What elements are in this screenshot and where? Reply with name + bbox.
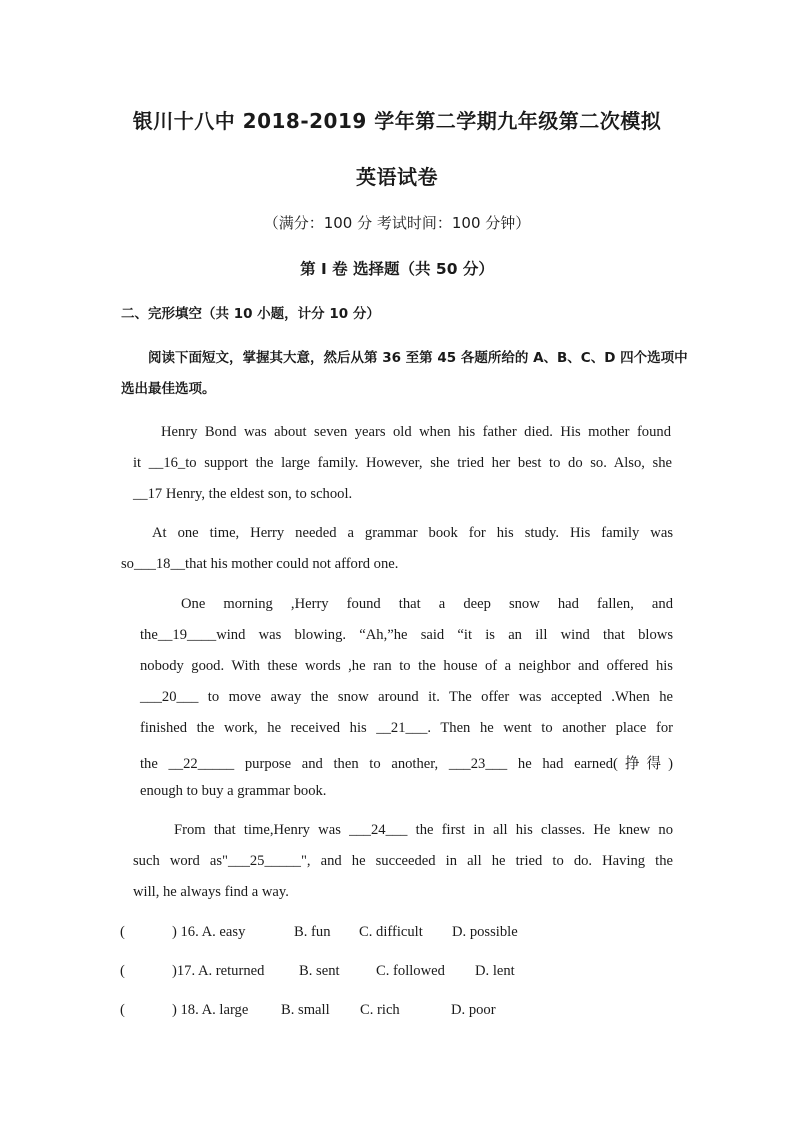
passage-line: At one time, Herry needed a grammar book for his study. His family was: [152, 525, 673, 541]
instruction-line-2: 选出最佳选项。: [121, 381, 216, 397]
exam-subtitle: 英语试卷: [356, 165, 438, 189]
passage-line: such word as"___25_____", and he succeeded in all he tried to do. Having the: [133, 853, 673, 869]
option-b: B. small: [281, 1002, 330, 1018]
passage-line: One morning ,Herry found that a deep snow had fallen, and: [181, 596, 673, 612]
question-row: [0, 1002, 794, 1022]
instruction-line-1: 阅读下面短文，掌握其大意，然后从第 36 至第 45 各题所给的 A、B、C、D 四个选项中: [148, 350, 688, 366]
passage-line: enough to buy a grammar book.: [140, 783, 327, 799]
passage-line: it __16_to support the large family. However, she tried her best to do so. Also, she: [133, 455, 672, 471]
exam-title: 银川十八中 2018-2019 学年第二学期九年级第二次模拟: [132, 109, 662, 133]
part-heading: 第 I 卷 选择题（共 50 分）: [300, 260, 494, 278]
option-a: ) 18. A. large: [172, 1002, 249, 1018]
passage-line: Henry Bond was about seven years old when his father died. His mother found: [161, 424, 671, 440]
option-c: C. difficult: [359, 924, 423, 940]
answer-bracket[interactable]: (: [120, 1002, 125, 1018]
option-d: D. lent: [475, 963, 515, 979]
passage-line: so___18__that his mother could not afford one.: [121, 556, 399, 572]
passage-line: the__19____wind was blowing. “Ah,”he said “it is an ill wind that blows: [140, 627, 673, 643]
question-row: [0, 963, 794, 983]
option-a: ) 16. A. easy: [172, 924, 246, 940]
passage-line: finished the work, he received his __21___. Then he went to another place for: [140, 720, 673, 736]
passage-line: the __22_____ purpose and then to another, ___23___ he had earned(挣得): [140, 756, 673, 772]
passage-line: nobody good. With these words ,he ran to the house of a neighbor and offered his: [140, 658, 673, 674]
exam-info: （满分：100 分 考试时间：100 分钟）: [263, 214, 531, 232]
answer-bracket[interactable]: (: [120, 963, 125, 979]
passage-line: will, he always find a way.: [133, 884, 289, 900]
section-heading: 二、完形填空（共 10 小题，计分 10 分）: [121, 306, 380, 322]
passage-line: __17 Henry, the eldest son, to school.: [133, 486, 353, 502]
answer-bracket[interactable]: (: [120, 924, 125, 940]
option-d: D. poor: [451, 1002, 496, 1018]
option-d: D. possible: [452, 924, 518, 940]
passage-line: From that time,Henry was ___24___ the first in all his classes. He knew no: [174, 822, 673, 838]
question-row: [0, 924, 794, 944]
option-b: B. fun: [294, 924, 331, 940]
option-c: C. rich: [360, 1002, 400, 1018]
option-c: C. followed: [376, 963, 445, 979]
passage-line: ___20___ to move away the snow around it. The offer was accepted .When he: [140, 689, 673, 705]
option-b: B. sent: [299, 963, 340, 979]
option-a: )17. A. returned: [172, 963, 265, 979]
